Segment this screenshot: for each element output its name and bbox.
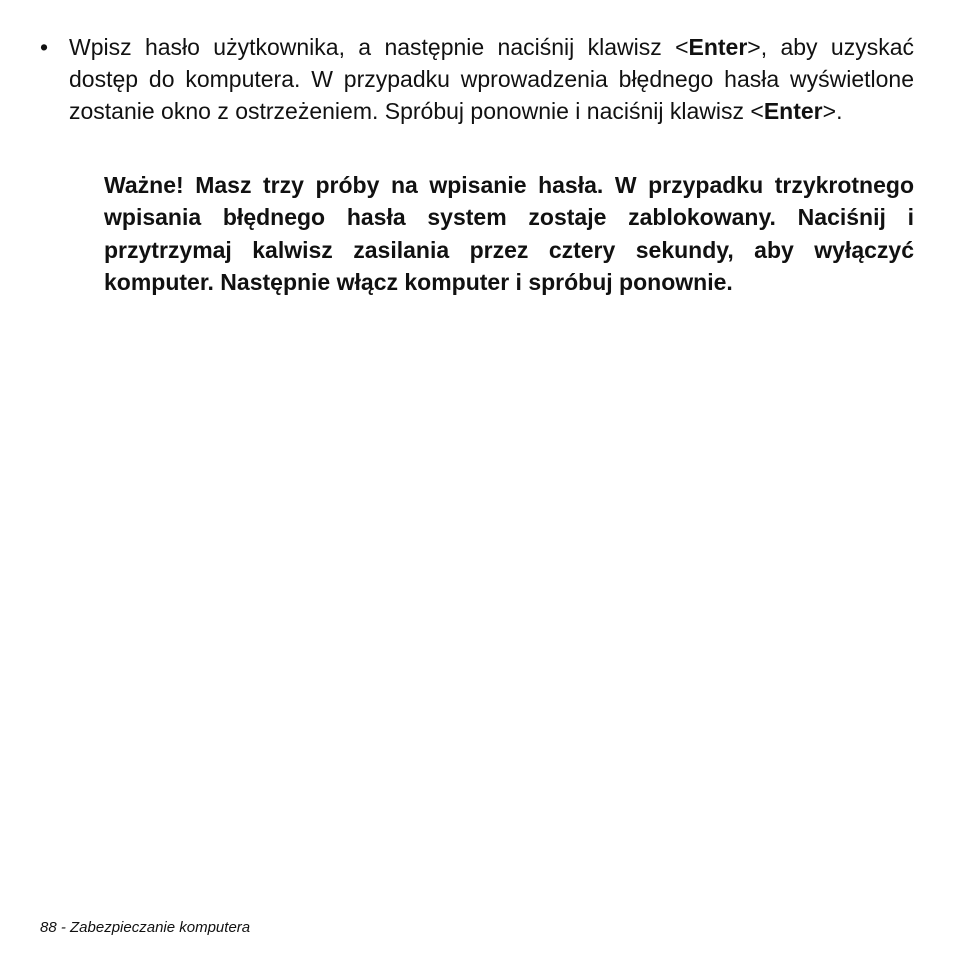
bullet-text-part-1: Wpisz hasło użytkownika, a następnie naciśnij klawisz < xyxy=(69,34,689,60)
bullet-paragraph xyxy=(69,31,914,127)
bullet-icon: • xyxy=(40,34,49,60)
bullet-text-part-2: >, aby uzyskać dostęp do komputera. W przypadku wprowadzenia błędnego hasła wyświetlone zostanie okno z ostrzeżeniem. Spróbuj ponownie i naciśnij klawisz < xyxy=(69,34,914,124)
bullet-text-part-3: >. xyxy=(822,98,843,124)
enter-key-label: Enter xyxy=(763,98,823,124)
important-note: Ważne! Masz trzy próby na wpisanie hasła. W przypadku trzykrotnego wpisania błędnego hasła system zostaje zablokowany. Naciśnij i przytrzymaj kalwisz zasilania przez cztery sekundy, aby wyłączyć komputer. Następnie włącz komputer i spróbuj ponownie. xyxy=(104,172,914,295)
enter-key-label: Enter xyxy=(688,34,748,60)
bullet-list-item xyxy=(40,31,914,127)
page-footer: 88 - Zabezpieczanie komputera xyxy=(40,919,251,936)
